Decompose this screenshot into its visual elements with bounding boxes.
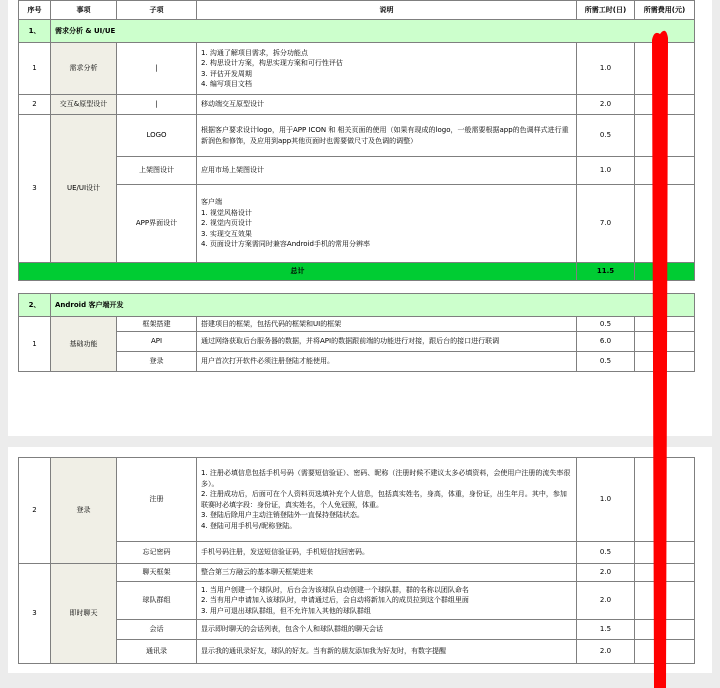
row-sub: 会话 bbox=[117, 620, 197, 640]
row-seq: 1 bbox=[19, 43, 51, 95]
row-sub: 登录 bbox=[117, 352, 197, 372]
row-desc: 用户首次打开软件必须注册登陆才能使用。 bbox=[197, 352, 577, 372]
header-days: 所需工时(日) bbox=[577, 1, 635, 20]
section-title: 需求分析 & UI/UE bbox=[51, 20, 695, 43]
row-item: 即时聊天 bbox=[51, 564, 117, 664]
row-days: 2.0 bbox=[577, 640, 635, 664]
header-item: 事项 bbox=[51, 1, 117, 20]
row-desc: 应用市场上架图设计 bbox=[197, 157, 577, 185]
row-desc: 显示我的通讯录好友，球队的好友。当有新的朋友添加我为好友时，有数字提醒 bbox=[197, 640, 577, 664]
row-item: 交互&原型设计 bbox=[51, 95, 117, 115]
row-sub: 忘记密码 bbox=[117, 542, 197, 564]
row-desc: 移动端交互原型设计 bbox=[197, 95, 577, 115]
row-sub: | bbox=[117, 43, 197, 95]
red-annotation-line bbox=[640, 28, 680, 688]
quote-table-page-2 bbox=[18, 457, 695, 664]
row-sub: APP界面设计 bbox=[117, 185, 197, 263]
total-days: 11.5 bbox=[577, 263, 635, 281]
row-item: 登录 bbox=[51, 458, 117, 564]
section-row bbox=[19, 20, 695, 43]
table-row bbox=[19, 43, 695, 95]
row-desc: 显示即时聊天的会话列表，包含个人和球队群组的聊天会话 bbox=[197, 620, 577, 640]
table-row bbox=[19, 317, 695, 332]
row-days: 7.0 bbox=[577, 185, 635, 263]
row-seq: 2 bbox=[19, 458, 51, 564]
table-row bbox=[19, 542, 695, 564]
table-row bbox=[19, 157, 695, 185]
header-seq: 序号 bbox=[19, 1, 51, 20]
red-stroke bbox=[652, 31, 668, 688]
row-desc: 客户端 1. 视觉风格设计 2. 视觉内页设计 3. 实现交互效果 4. 页面设计方案需同时兼容Android手机的常用分辨率 bbox=[197, 185, 577, 263]
row-desc: 搭建项目的框架，包括代码的框架和UI的框架 bbox=[197, 317, 577, 332]
table-row bbox=[19, 640, 695, 664]
header-subitem: 子项 bbox=[117, 1, 197, 20]
row-sub: 通讯录 bbox=[117, 640, 197, 664]
table-row bbox=[19, 620, 695, 640]
row-seq: 3 bbox=[19, 564, 51, 664]
row-seq: 1 bbox=[19, 317, 51, 372]
row-days: 1.0 bbox=[577, 157, 635, 185]
table-row bbox=[19, 115, 695, 157]
row-days: 1.0 bbox=[577, 458, 635, 542]
row-desc: 手机号码注册，发送短信验证码，手机短信找回密码。 bbox=[197, 542, 577, 564]
row-sub: 注册 bbox=[117, 458, 197, 542]
row-sub: 球队群组 bbox=[117, 582, 197, 620]
section-number: 1、 bbox=[19, 20, 51, 43]
row-desc: 1. 注册必填信息包括手机号码（需要短信验证）、密码、昵称（注册时候不建议太多必填资料，会使用户注册的流失率很多）。 2. 注册成功后，后面可在个人资料页选填补充个人信息，包括真实姓名，身高，体重，身份证，出生年月。其中，参加联赛时必填字段：身份证，真实姓名，个人免冠照，体重。 3. 登陆后除用户主动注销登陆外一直保持登陆状态。 4. 登陆可用手机号/昵称登陆。 bbox=[197, 458, 577, 542]
row-desc: 1. 当用户创建一个球队时，后台会为该球队自动创建一个球队群，群的名称以团队命名 2. 当有用户申请加入该球队时，申请通过后，会自动将新加入的成员拉到这个群组里面 3. 用户可退出球队群组，但不允许加入其他的球队群组 bbox=[197, 582, 577, 620]
section-number: 2、 bbox=[19, 294, 51, 317]
row-sub: API bbox=[117, 332, 197, 352]
row-days: 2.0 bbox=[577, 95, 635, 115]
row-item: 基础功能 bbox=[51, 317, 117, 372]
row-sub: 上架图设计 bbox=[117, 157, 197, 185]
row-sub: | bbox=[117, 95, 197, 115]
row-days: 2.0 bbox=[577, 582, 635, 620]
section-title: Android 客户端开发 bbox=[51, 294, 695, 317]
row-seq: 3 bbox=[19, 115, 51, 263]
row-sub: LOGO bbox=[117, 115, 197, 157]
header-desc: 说明 bbox=[197, 1, 577, 20]
total-label: 总计 bbox=[19, 263, 577, 281]
section-row bbox=[19, 294, 695, 317]
total-row bbox=[19, 263, 695, 281]
spreadsheet-page-2 bbox=[8, 447, 712, 673]
row-desc: 1. 沟通了解项目需求，拆分功能点 2. 构思设计方案，构思实现方案和可行性评估 3. 评估开发周期 4. 编写项目文档 bbox=[197, 43, 577, 95]
row-desc: 通过网络获取后台服务器的数据，并将API的数据跟前端的功能进行对接，跟后台的接口进行联调 bbox=[197, 332, 577, 352]
table-row bbox=[19, 185, 695, 263]
row-sub: 聊天框架 bbox=[117, 564, 197, 582]
row-sub: 框架搭建 bbox=[117, 317, 197, 332]
header-row bbox=[19, 1, 695, 20]
table-row bbox=[19, 564, 695, 582]
quote-table-page-1 bbox=[18, 0, 695, 372]
table-row bbox=[19, 458, 695, 542]
table-row bbox=[19, 95, 695, 115]
row-seq: 2 bbox=[19, 95, 51, 115]
row-days: 6.0 bbox=[577, 332, 635, 352]
row-item: UE/UI设计 bbox=[51, 115, 117, 263]
row-item: 需求分析 bbox=[51, 43, 117, 95]
row-desc: 根据客户要求设计logo，用于APP ICON 和 相关页面的使用（如果有现成的logo，一般需要根据app的色调样式进行重新润色和修饰，及应用到app其他页面时也需要做尺寸及色调的调整） bbox=[197, 115, 577, 157]
row-days: 1.0 bbox=[577, 43, 635, 95]
row-days: 2.0 bbox=[577, 564, 635, 582]
table-row bbox=[19, 332, 695, 352]
row-days: 0.5 bbox=[577, 542, 635, 564]
row-days: 0.5 bbox=[577, 317, 635, 332]
spreadsheet-page-1 bbox=[8, 0, 712, 436]
row-days: 1.5 bbox=[577, 620, 635, 640]
row-desc: 整合第三方融云的基本聊天框架进来 bbox=[197, 564, 577, 582]
table-row bbox=[19, 352, 695, 372]
header-cost: 所需费用(元) bbox=[635, 1, 695, 20]
row-days: 0.5 bbox=[577, 115, 635, 157]
table-row bbox=[19, 582, 695, 620]
row-days: 0.5 bbox=[577, 352, 635, 372]
spacer-row bbox=[19, 281, 695, 294]
